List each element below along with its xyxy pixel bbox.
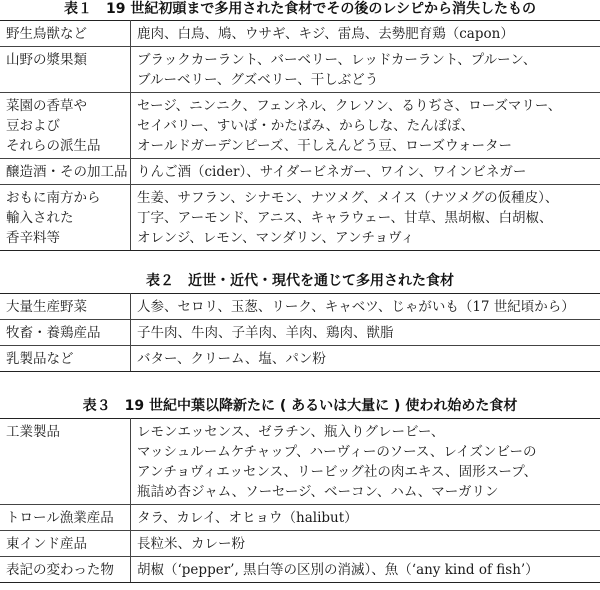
items-line: 胡椒（‘pepper’, 黒白等の区別の消滅）、魚（‘any kind of fish’） bbox=[137, 562, 539, 578]
category-cell bbox=[0, 185, 131, 251]
table1-body bbox=[0, 21, 600, 251]
items-line: オールドガーデンピーズ、干しえんどう豆、ローズウォーター bbox=[137, 138, 513, 154]
items-line: ブルーベリー、グズベリー、干しぶどう bbox=[137, 72, 379, 88]
category-line: 大量生産野菜 bbox=[6, 299, 87, 315]
items-line: オレンジ、レモン、マンダリン、アンチョヴィ bbox=[137, 230, 415, 246]
category-cell bbox=[0, 21, 131, 47]
items-line: ブラックカーラント、バーベリー、レッドカーラント、プルーン、 bbox=[137, 52, 537, 68]
items-line: 瓶詰め杏ジャム、ソーセージ、ベーコン、ハム、マーガリン bbox=[137, 484, 499, 500]
table1-caption: 表１ 19 世紀初頭まで多用された食材でその後のレシピから消失したもの bbox=[63, 1, 536, 17]
table-row bbox=[0, 557, 600, 583]
category-line: 輸入された bbox=[6, 210, 74, 226]
table3 bbox=[0, 418, 600, 583]
table-row bbox=[0, 419, 600, 505]
category-line: 牧畜・養鶏産品 bbox=[6, 325, 101, 341]
category-cell bbox=[0, 531, 131, 557]
items-cell bbox=[131, 557, 600, 583]
table-row bbox=[0, 159, 600, 185]
table3-body bbox=[0, 419, 600, 583]
table2-body bbox=[0, 294, 600, 372]
table1 bbox=[0, 20, 600, 251]
category-line: 山野の漿果類 bbox=[6, 52, 87, 68]
category-cell bbox=[0, 294, 131, 320]
table-row bbox=[0, 531, 600, 557]
category-line: それらの派生品 bbox=[6, 138, 101, 154]
items-line: 子牛肉、牛肉、子羊肉、羊肉、鶏肉、獣脂 bbox=[137, 325, 394, 341]
items-line: レモンエッセンス、ゼラチン、瓶入りグレービー、 bbox=[137, 424, 445, 440]
items-cell bbox=[131, 294, 600, 320]
items-cell bbox=[131, 185, 600, 251]
items-line: セイバリー、すいば・かたばみ、からしな、たんぽぽ、 bbox=[137, 118, 475, 134]
items-cell bbox=[131, 320, 600, 346]
category-line: 工業製品 bbox=[6, 424, 60, 440]
category-line: 香辛料等 bbox=[6, 230, 60, 246]
items-cell bbox=[131, 505, 600, 531]
category-line: おもに南方から bbox=[6, 190, 101, 206]
items-cell bbox=[131, 159, 600, 185]
table-row bbox=[0, 47, 600, 93]
category-cell bbox=[0, 159, 131, 185]
category-cell bbox=[0, 320, 131, 346]
category-line: 東インド産品 bbox=[6, 536, 87, 552]
items-line: バター、クリーム、塩、パン粉 bbox=[137, 351, 326, 367]
category-line: 菜園の香草や bbox=[6, 98, 87, 114]
category-line: 野生鳥獣など bbox=[6, 26, 87, 42]
items-cell bbox=[131, 531, 600, 557]
items-cell bbox=[131, 47, 600, 93]
category-line: トロール漁業産品 bbox=[6, 510, 114, 526]
items-cell bbox=[131, 93, 600, 159]
items-cell bbox=[131, 21, 600, 47]
category-line: 乳製品など bbox=[6, 351, 74, 367]
items-line: りんご酒（cider）、サイダービネガー、ワイン、ワインビネガー bbox=[137, 164, 527, 180]
category-cell bbox=[0, 419, 131, 505]
items-line: 生姜、サフラン、シナモン、ナツメグ、メイス（ナツメグの仮種皮）、 bbox=[137, 190, 559, 206]
items-line: マッシュルームケチャップ、ハーヴィーのソース、レイズンビーの bbox=[137, 444, 537, 460]
items-line: 丁字、アーモンド、アニス、キャラウェー、甘草、黒胡椒、白胡椒、 bbox=[137, 210, 553, 226]
category-cell bbox=[0, 557, 131, 583]
table2-caption: 表２ 近世・近代・現代を通じて多用された食材 bbox=[146, 273, 454, 289]
table-row bbox=[0, 93, 600, 159]
items-line: タラ、カレイ、オヒョウ（halibut） bbox=[137, 510, 358, 526]
table2 bbox=[0, 293, 600, 372]
items-cell bbox=[131, 419, 600, 505]
table-row bbox=[0, 185, 600, 251]
table3-caption: 表３ 19 世紀中葉以降新たに ( あるいは大量に ) 使われ始めた食材 bbox=[82, 398, 518, 414]
table-row bbox=[0, 294, 600, 320]
table-row bbox=[0, 505, 600, 531]
table-row bbox=[0, 320, 600, 346]
category-line: 醸造酒・その加工品 bbox=[6, 164, 128, 180]
category-line: 表記の変わった物 bbox=[6, 562, 114, 578]
category-cell bbox=[0, 505, 131, 531]
items-line: 鹿肉、白鳥、鳩、ウサギ、キジ、雷鳥、去勢肥育鶏（capon） bbox=[137, 26, 514, 42]
items-line: 人参、セロリ、玉葱、リーク、キャベツ、じゃがいも（17 世紀頃から） bbox=[137, 299, 575, 315]
items-cell bbox=[131, 346, 600, 372]
items-line: アンチョヴィエッセンス、リービッグ社の肉エキス、固形スープ、 bbox=[137, 464, 538, 480]
items-line: セージ、ニンニク、フェンネル、クレソン、るりぢさ、ローズマリー、 bbox=[137, 98, 562, 114]
table-row bbox=[0, 346, 600, 372]
category-line: 豆および bbox=[6, 118, 60, 134]
category-cell bbox=[0, 47, 131, 93]
category-cell bbox=[0, 93, 131, 159]
table-row bbox=[0, 21, 600, 47]
category-cell bbox=[0, 346, 131, 372]
items-line: 長粒米、カレー粉 bbox=[137, 536, 245, 552]
